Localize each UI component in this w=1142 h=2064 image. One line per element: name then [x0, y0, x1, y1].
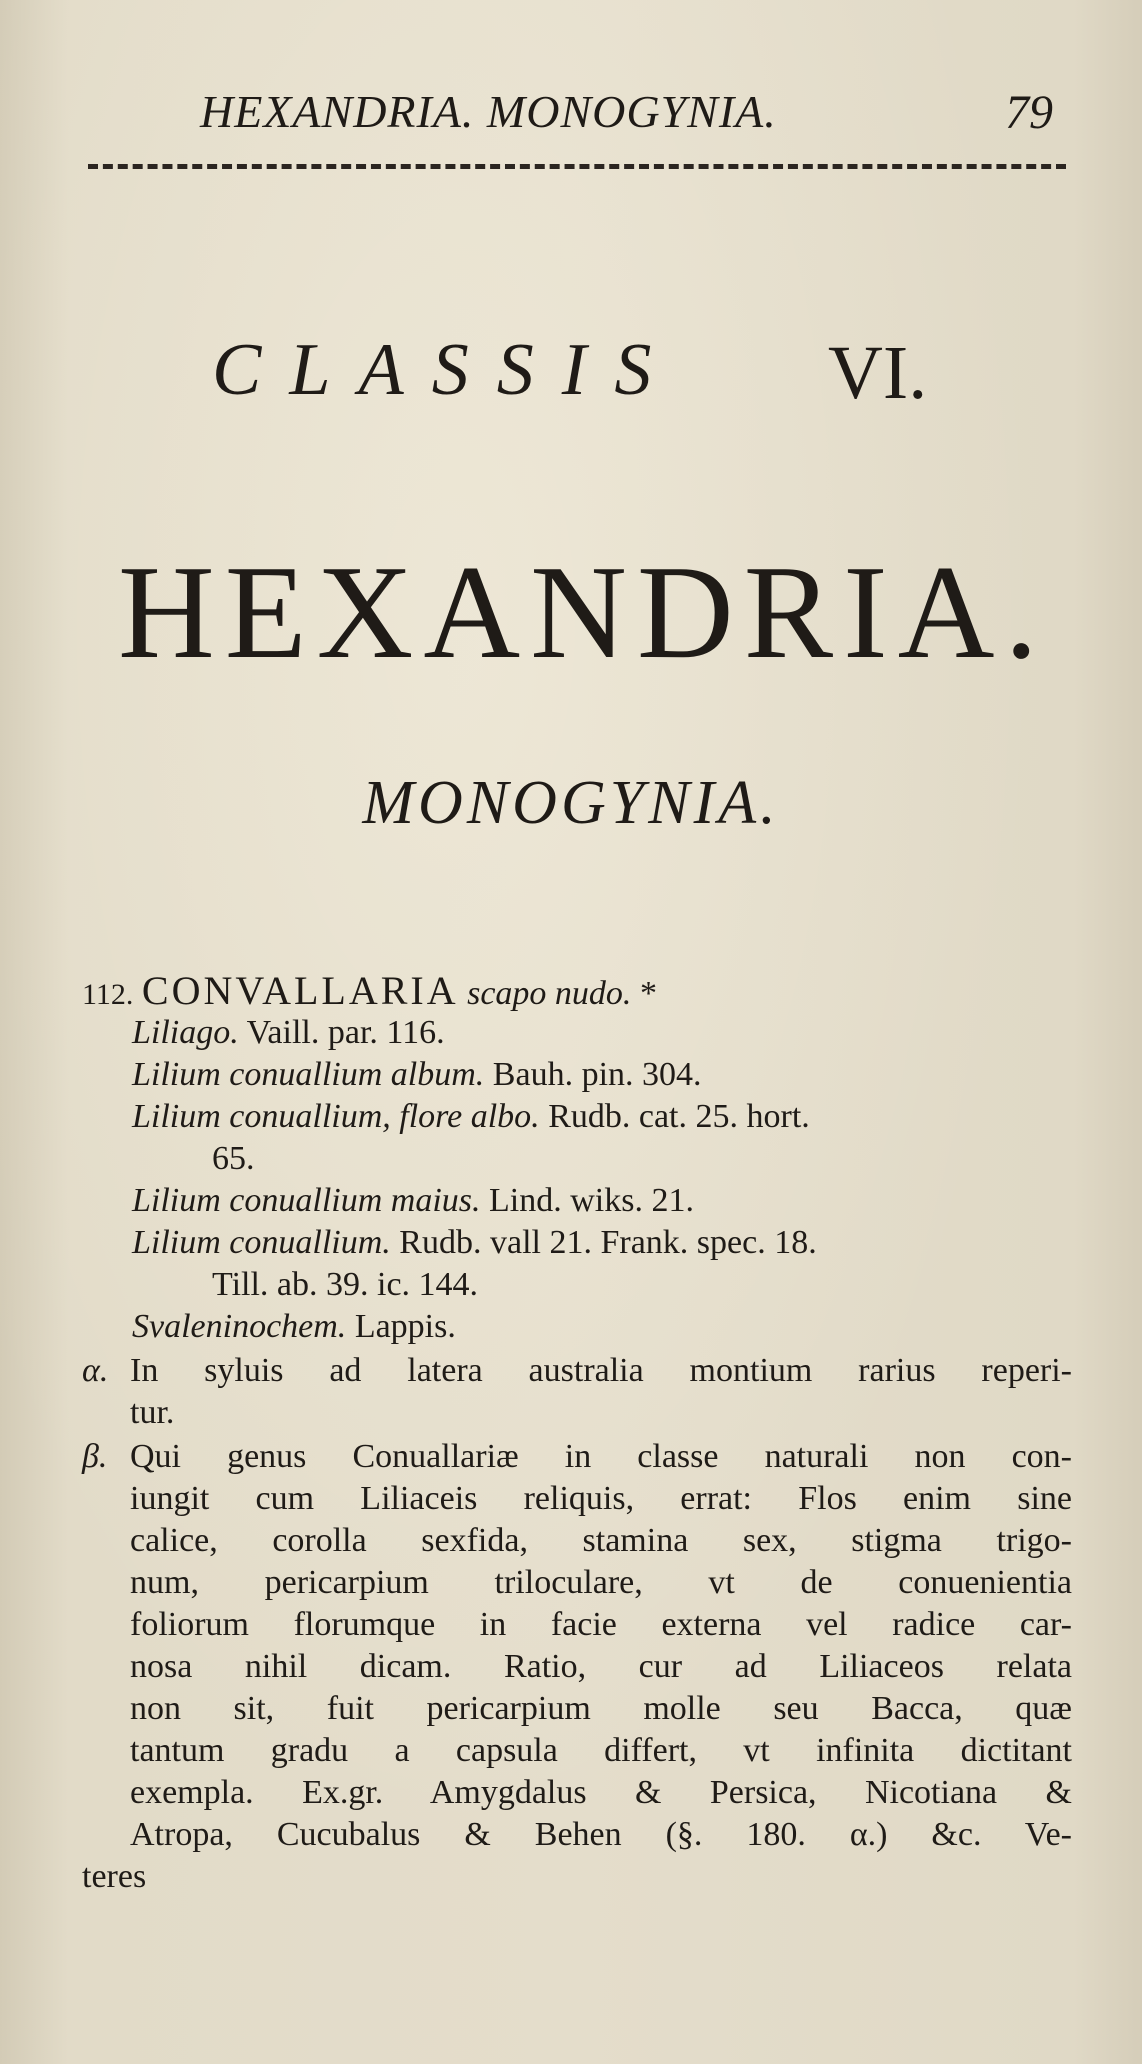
text-line: [82, 1350, 1072, 1392]
synonym-name: Lilium conuallium maius.: [132, 1182, 481, 1219]
text-line: [82, 1646, 1072, 1688]
synonym-continuation: Till. ab. 39. ic. 144.: [212, 1266, 479, 1303]
text-line: [82, 1520, 1072, 1562]
text-line: [82, 1604, 1072, 1646]
note-label-alpha: α.: [82, 1352, 109, 1389]
running-head: HEXANDRIA. MONOGYNIA.: [200, 86, 777, 137]
synonym-ref: Bauh. pin. 304.: [492, 1056, 702, 1093]
classification-note: [82, 1436, 1072, 1898]
note-text: calice, corolla sexfida, stamina sex, stigma trigo-: [130, 1522, 1072, 1559]
text-line: [82, 1688, 1072, 1730]
note-text: num, pericarpium triloculare, vt de conuenientia: [130, 1564, 1072, 1601]
note-text: iungit cum Liliaceis reliquis, errat: Flos enim sine: [130, 1480, 1072, 1517]
synonym-ref: Rudb. vall 21. Frank. spec. 18.: [399, 1224, 817, 1261]
synonym-name: Svaleninochem.: [132, 1308, 347, 1345]
synonym-line: [82, 1012, 1072, 1054]
synonym-name: Lilium conuallium album.: [132, 1056, 485, 1093]
note-text: tantum gradu a capsula differt, vt infinita dictitant: [130, 1732, 1072, 1769]
catchword: teres: [82, 1858, 147, 1895]
note-text: tur.: [130, 1394, 175, 1431]
synonym-line: [82, 1054, 1072, 1096]
text-line: [82, 1478, 1072, 1520]
note-text: foliorum florumque in facie externa vel radice car-: [130, 1606, 1072, 1643]
note-text: non sit, fuit pericarpium molle seu Bacca, quæ: [130, 1690, 1072, 1727]
note-text: Qui genus Conuallariæ in classe naturali non con-: [130, 1438, 1072, 1475]
note-text: exempla. Ex.gr. Amygdalus & Persica, Nicotiana &: [130, 1774, 1072, 1811]
synonym-ref: Vaill. par. 116.: [246, 1014, 445, 1051]
synonym-ref: Lappis.: [354, 1308, 456, 1345]
text-line: [82, 1730, 1072, 1772]
synonym-name: Lilium conuallium.: [132, 1224, 391, 1261]
order-title: MONOGYNIA.: [362, 769, 780, 837]
note-label-beta: β.: [82, 1438, 108, 1475]
synonym-line: [82, 1180, 1072, 1222]
synonym-line: [82, 1222, 1072, 1264]
note-text: Atropa, Cucubalus & Behen (§. 180. α.) &c. Ve-: [130, 1816, 1072, 1853]
genus-name: CONVALLARIA: [141, 968, 459, 1013]
synonym-name: Lilium conuallium, flore albo.: [132, 1098, 540, 1135]
classis-heading: CLASSIS: [212, 329, 680, 411]
synonym-line: [82, 1306, 1072, 1348]
text-line: [82, 1392, 1072, 1434]
synonym-continuation: 65.: [212, 1140, 255, 1177]
text-line: [82, 1814, 1072, 1856]
asterisk-mark: *: [639, 975, 657, 1012]
header-rule: [88, 164, 1066, 169]
text-line: [82, 1436, 1072, 1478]
note-text: In syluis ad latera australia montium rarius reperi-: [130, 1352, 1072, 1389]
classis-numeral: VI.: [828, 331, 928, 415]
entry-heading: [82, 970, 1072, 1012]
synonym-name: Liliago.: [132, 1014, 239, 1051]
diagnosis: scapo nudo.: [467, 975, 632, 1012]
text-line: [82, 1562, 1072, 1604]
note-text: nosa nihil dicam. Ratio, cur ad Liliaceos relata: [130, 1648, 1072, 1685]
synonym-line: [82, 1096, 1072, 1138]
page-number: 79: [1005, 86, 1053, 139]
synonym-ref: Rudb. cat. 25. hort.: [548, 1098, 810, 1135]
text-line: [82, 1772, 1072, 1814]
synonym-ref: Lind. wiks. 21.: [489, 1182, 694, 1219]
habitat-note: [82, 1350, 1072, 1434]
class-title: HEXANDRIA.: [118, 538, 1048, 686]
entry-number: 112.: [82, 978, 134, 1011]
species-entry: [82, 970, 1072, 1898]
